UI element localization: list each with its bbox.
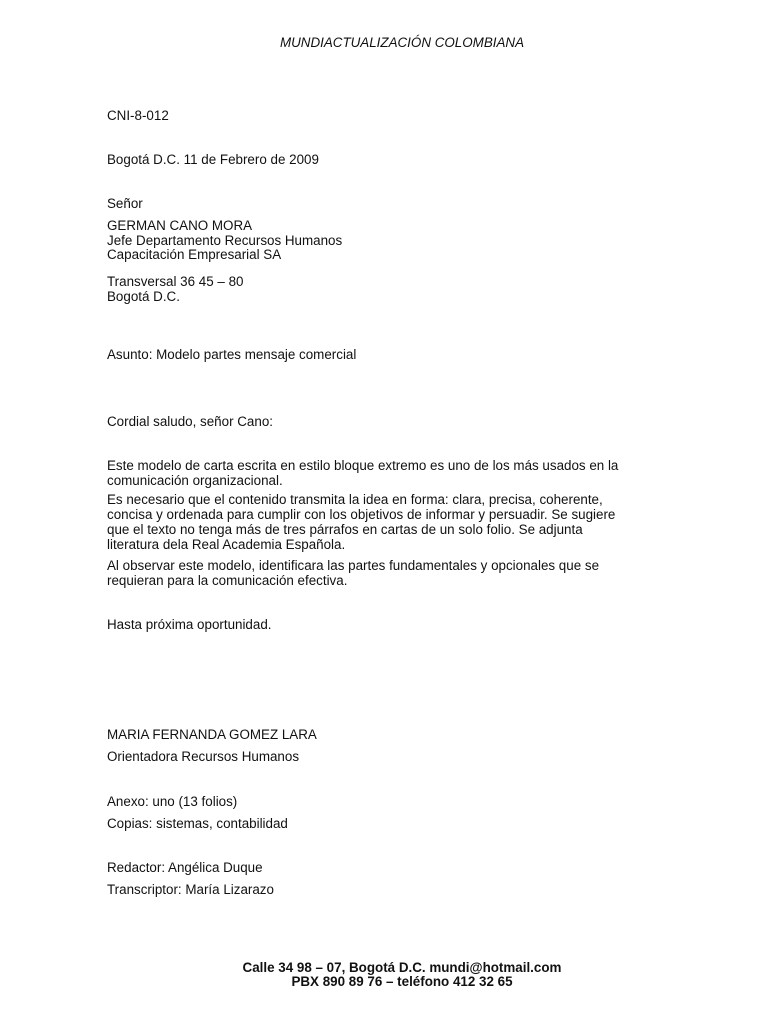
letter-subject: Asunto: Modelo partes mensaje comercial (107, 347, 357, 362)
recipient-address: Transversal 36 45 – 80 (107, 274, 244, 289)
paragraph-line: Es necesario que el contenido transmita la idea en forma: clara, precisa, coherente, (107, 492, 603, 507)
footer-phone: PBX 890 89 76 – teléfono 412 32 65 (291, 974, 513, 989)
signer-position: Orientadora Recursos Humanos (107, 749, 300, 764)
body-paragraph-1 (107, 458, 707, 488)
reference-number: CNI-8-012 (107, 108, 169, 123)
recipient-position: Jefe Departamento Recursos Humanos (107, 233, 343, 248)
footer-address: Calle 34 98 – 07, Bogotá D.C. mundi@hotmail.com (242, 960, 562, 975)
copies-note: Copias: sistemas, contabilidad (107, 816, 288, 831)
paragraph-line: Este modelo de carta escrita en estilo bloque extremo es uno de los más usados en la (107, 458, 619, 473)
redactor-note: Redactor: Angélica Duque (107, 860, 263, 875)
paragraph-line: requieran para la comunicación efectiva. (107, 573, 348, 588)
paragraph-line: que el texto no tenga más de tres párrafos en cartas de un solo folio. Se adjunta (107, 522, 583, 537)
recipient-name: GERMAN CANO MORA (107, 218, 253, 233)
letterhead-title: MUNDIACTUALIZACIÓN COLOMBIANA (279, 35, 525, 50)
recipient-city: Bogotá D.C. (107, 289, 180, 304)
body-paragraph-2 (107, 492, 707, 552)
annex-note: Anexo: uno (13 folios) (107, 794, 238, 809)
paragraph-line: concisa y ordenada para cumplir con los objetivos de informar y persuadir. Se sugiere (107, 507, 616, 522)
paragraph-line: literatura dela Real Academia Española. (107, 537, 346, 552)
letter-closing: Hasta próxima oportunidad. (107, 617, 272, 632)
transcriptor-note: Transcriptor: María Lizarazo (107, 882, 274, 897)
paragraph-line: comunicación organizacional. (107, 473, 283, 488)
signer-name: MARIA FERNANDA GOMEZ LARA (107, 727, 317, 742)
paragraph-line: Al observar este modelo, identificara las partes fundamentales y opcionales que se (107, 558, 600, 573)
salutation-title: Señor (107, 196, 143, 211)
body-paragraph-3 (107, 558, 707, 588)
recipient-company: Capacitación Empresarial SA (107, 247, 282, 262)
letter-date: Bogotá D.C. 11 de Febrero de 2009 (107, 152, 319, 167)
letter-greeting: Cordial saludo, señor Cano: (107, 414, 273, 429)
